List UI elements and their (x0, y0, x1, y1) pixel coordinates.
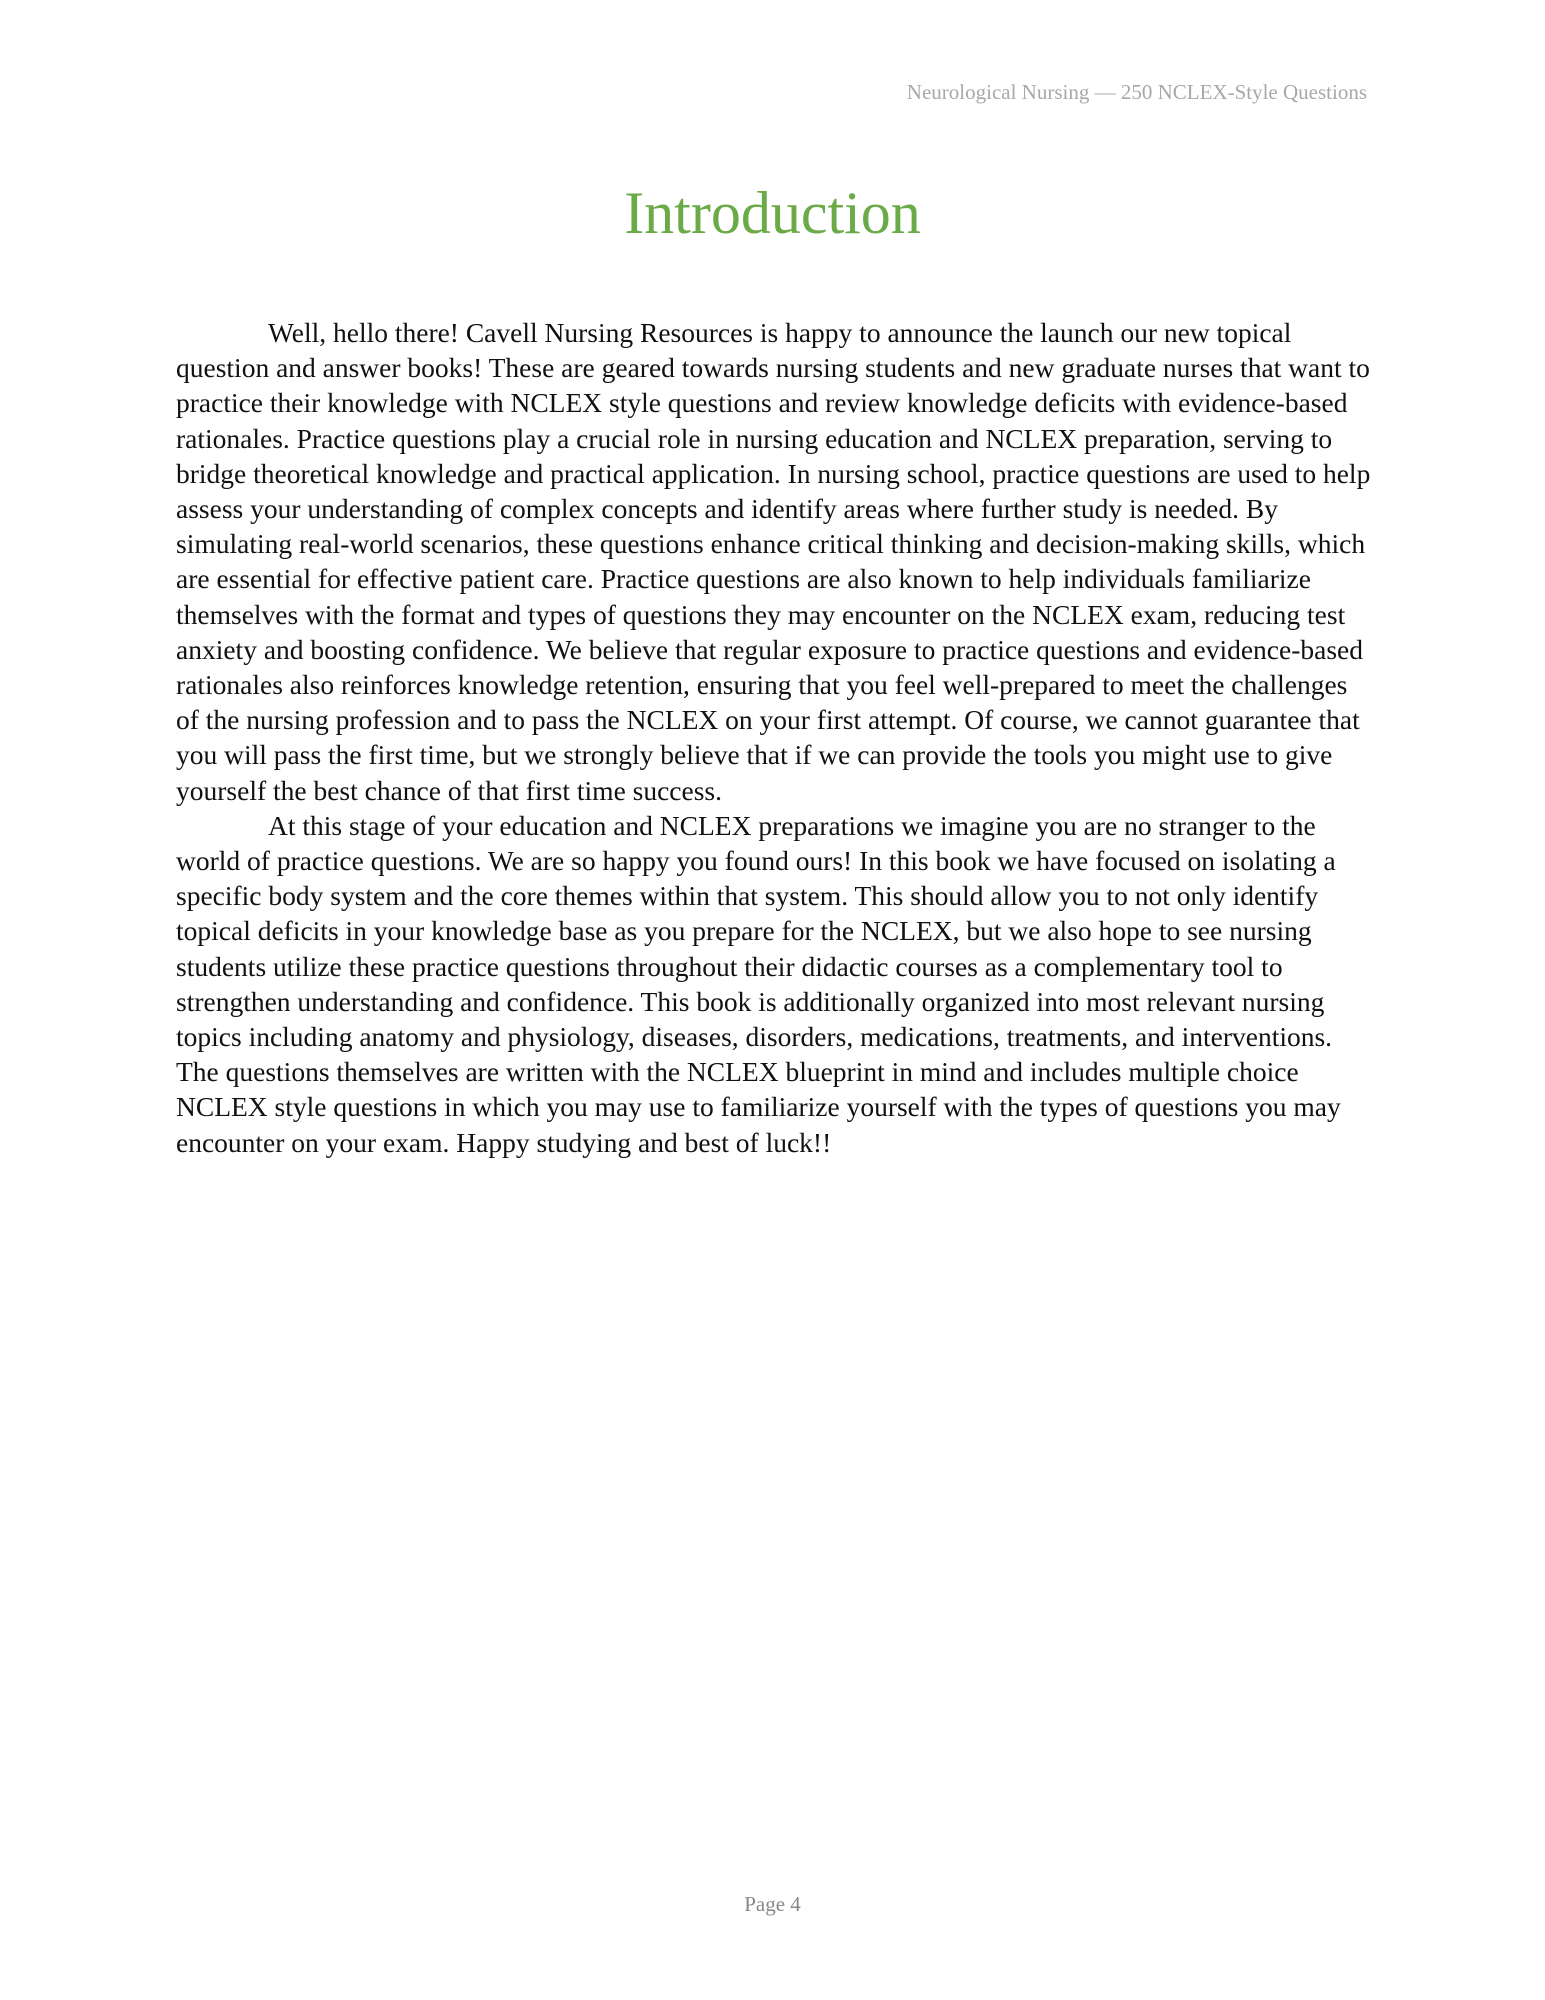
running-header: Neurological Nursing — 250 NCLEX-Style Questions (906, 80, 1367, 104)
paragraph-2: At this stage of your education and NCLEX preparations we imagine you are no stranger to the world of practice questions. We are so happy you found ours! In this book we have focused on isolating a specific body system and the core themes within that system. This should allow you to not only identify topical deficits in your knowledge base as you prepare for the NCLEX, but we also hope to see nursing students utilize these practice questions throughout their didactic courses as a complementary tool to strengthen understanding and confidence. This book is additionally organized into most relevant nursing topics including anatomy and physiology, diseases, disorders, medications, treatments, and interventions. The questions themselves are written with the NCLEX blueprint in mind and includes multiple choice NCLEX style questions in which you may use to familiarize yourself with the types of questions you may encounter on your exam. Happy studying and best of luck!! (176, 809, 1341, 1158)
body-text (176, 315, 1372, 1160)
page-number: Page 4 (744, 1892, 801, 1916)
page-title: Introduction (624, 180, 921, 246)
paragraph-1: Well, hello there! Cavell Nursing Resources is happy to announce the launch our new topical question and answer books! These are geared towards nursing students and new graduate nurses that want to practice their knowledge with NCLEX style questions and review knowledge deficits with evidence-based rationales. Practice questions play a crucial role in nursing education and NCLEX preparation, serving to bridge theoretical knowledge and practical application. In nursing school, practice questions are used to help assess your understanding of complex concepts and identify areas where further study is needed. By simulating real-world scenarios, these questions enhance critical thinking and decision-making skills, which are essential for effective patient care. Practice questions are also known to help individuals familiarize themselves with the format and types of questions they may encounter on the NCLEX exam, reducing test anxiety and boosting confidence. We believe that regular exposure to practice questions and evidence-based rationales also reinforces knowledge retention, ensuring that you feel well-prepared to meet the challenges of the nursing profession and to pass the NCLEX on your first attempt. Of course, we cannot guarantee that you will pass the first time, but we strongly believe that if we can provide the tools you might use to give yourself the best chance of that first time success. (176, 317, 1371, 806)
